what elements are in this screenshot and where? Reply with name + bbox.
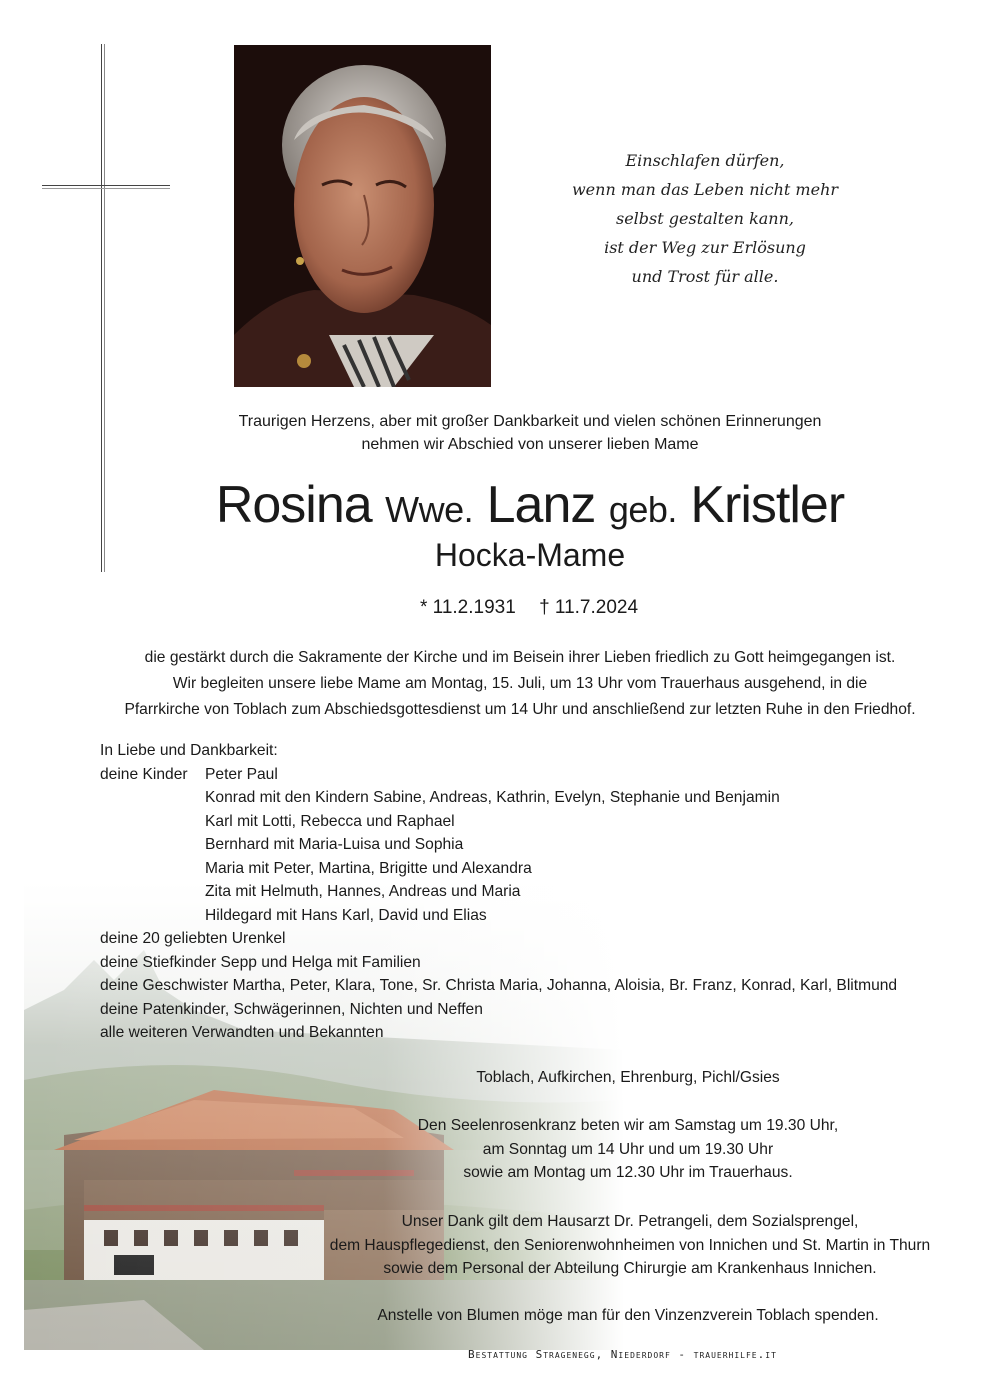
poem-line: wenn man das Leben nicht mehr [571, 180, 839, 199]
portrait-illustration [234, 45, 491, 387]
child-entry: Bernhard mit Maria-Luisa und Sophia [205, 836, 464, 853]
child-entry: Karl mit Lotti, Rebecca und Raphael [205, 812, 455, 830]
intro-text [100, 410, 960, 456]
relative-entry: deine Geschwister Martha, Peter, Klara, Tone, Sr. Christa Maria, Johanna, Aloisia, Br. Franz, Konrad, Karl, Blitmund [100, 977, 898, 994]
relative-entry: deine Patenkinder, Schwägerinnen, Nichten und Neffen [100, 1000, 483, 1018]
announcement-line: Pfarrkirche von Toblach zum Abschiedsgottesdienst um 14 Uhr und anschließend zur letzten Ruhe in den Friedhof. [124, 701, 916, 718]
family-heading: In Liebe und Dankbarkeit: [100, 742, 278, 759]
rosary-line: Den Seelenrosenkranz beten wir am Samstag um 19.30 Uhr, [417, 1117, 839, 1134]
family-row [100, 763, 897, 787]
poem-line: Einschlafen dürfen, [625, 151, 785, 170]
thanks-line: dem Hauspflegedienst, den Seniorenwohnheimen von Innichen und St. Martin in Thurn [329, 1236, 931, 1254]
relative-entry: deine Stiefkinder Sepp und Helga mit Familien [100, 953, 421, 971]
announcement-line: Wir begleiten unsere liebe Mame am Montag, 15. Juli, um 13 Uhr vom Trauerhaus ausgehend, in die [172, 675, 868, 692]
cross-horizontal-line [42, 185, 170, 186]
portrait-photo [234, 45, 491, 387]
family-list [100, 739, 897, 1045]
announcement-line: die gestärkt durch die Sakramente der Kirche und im Beisein ihrer Lieben friedlich zu Gott heimgegangen ist. [144, 649, 896, 666]
life-dates [420, 595, 660, 621]
intro-line: nehmen wir Abschied von unserer lieben Mame [361, 436, 699, 453]
rosary-info [300, 1114, 956, 1185]
relative-entry: alle weiteren Verwandten und Bekannten [100, 1024, 384, 1041]
poem-line: ist der Weg zur Erlösung [604, 238, 806, 257]
child-entry: Zita mit Helmuth, Hannes, Andreas und Maria [205, 883, 521, 900]
donation-note: Anstelle von Blumen möge man für den Vinzenzverein Toblach spenden. [377, 1307, 879, 1324]
poem-line: und Trost für alle. [631, 267, 779, 286]
widow-abbrev: Wwe. [385, 489, 474, 530]
thanks-text [300, 1210, 960, 1281]
places: Toblach, Aufkirchen, Ehrenburg, Pichl/Gsies [476, 1069, 780, 1086]
thanks-line: sowie dem Personal der Abteilung Chirurgie am Krankenhaus Innichen. [383, 1260, 877, 1277]
intro-line: Traurigen Herzens, aber mit großer Dankbarkeit und vielen schönen Erinnerungen [238, 413, 822, 430]
nickname: Hocka-Mame [434, 537, 626, 573]
birth-date: * 11.2.1931 [420, 597, 516, 618]
child-entry: Hildegard mit Hans Karl, David und Elias [205, 906, 487, 924]
death-date: † 11.7.2024 [539, 597, 639, 618]
married-name: Lanz [486, 476, 596, 534]
funeral-home-credit: Bestattung Stragenegg, Niederdorf - trauerhilfe.it [468, 1348, 777, 1361]
born-abbrev: geb. [608, 489, 677, 530]
cross-horizontal-line-shadow [42, 188, 170, 189]
relative-entry: deine 20 geliebten Urenkel [100, 930, 286, 947]
poem-line: selbst gestalten kann, [616, 209, 794, 228]
rosary-line: am Sonntag um 14 Uhr und um 19.30 Uhr [482, 1140, 774, 1158]
maiden-name: Kristler [690, 476, 845, 534]
first-name: Rosina [215, 476, 372, 534]
thanks-line: Unser Dank gilt dem Hausarzt Dr. Petrangeli, dem Sozialsprengel, [401, 1213, 859, 1230]
poem [560, 146, 850, 291]
rosary-line: sowie am Montag um 12.30 Uhr im Trauerhaus. [463, 1164, 793, 1181]
child-entry: Konrad mit den Kindern Sabine, Andreas, Kathrin, Evelyn, Stephanie und Benjamin [205, 789, 780, 806]
child-entry: Maria mit Peter, Martina, Brigitte und Alexandra [205, 859, 532, 877]
children-label: deine Kinder [100, 765, 188, 783]
child-entry: Peter Paul [205, 765, 278, 783]
funeral-announcement [80, 645, 960, 723]
